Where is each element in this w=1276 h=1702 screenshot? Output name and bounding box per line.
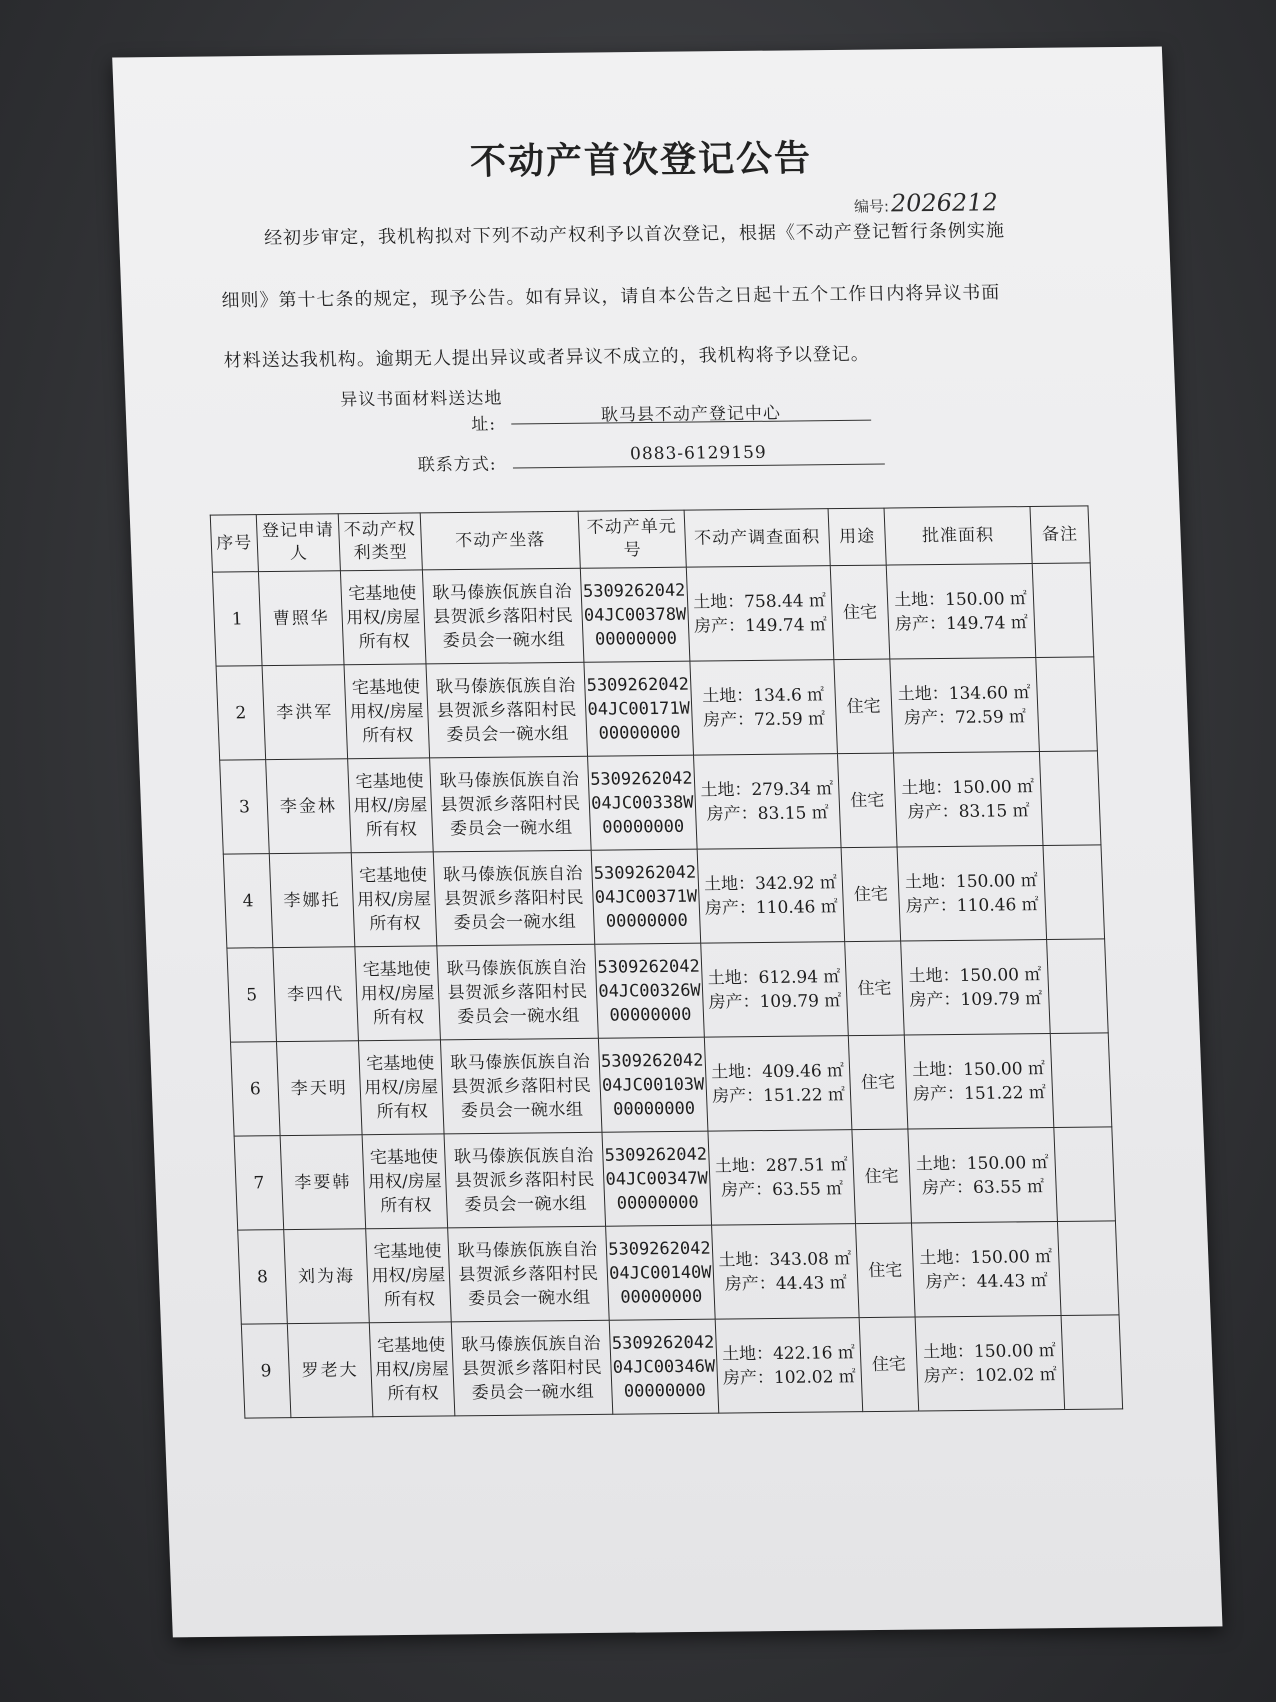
- approved-house: 房产：83.15 ㎡: [907, 800, 1031, 822]
- survey-house: 房产：63.55 ㎡: [720, 1178, 844, 1201]
- header-right-type: 不动产权利类型: [338, 513, 422, 571]
- approved-house: 房产：110.46 ㎡: [905, 894, 1040, 916]
- cell-approved-area: [890, 658, 1040, 754]
- cell-applicant: 罗老大: [287, 1323, 373, 1418]
- header-location: 不动产坐落: [420, 511, 580, 570]
- cell-seq: 4: [223, 854, 273, 948]
- cell-location: 耿马傣族佤族自治县贺派乡落阳村民委员会一碗水组: [426, 662, 588, 758]
- cell-location: 耿马傣族佤族自治县贺派乡落阳村民委员会一碗水组: [448, 1226, 610, 1322]
- cell-seq: 8: [238, 1230, 288, 1324]
- survey-house: 房产：109.79 ㎡: [708, 990, 842, 1013]
- header-applicant: 登记申请人: [256, 514, 340, 572]
- cell-location: 耿马傣族佤族自治县贺派乡落阳村民委员会一碗水组: [440, 1038, 602, 1134]
- approved-land: 土地：150.00 ㎡: [911, 1058, 1046, 1080]
- survey-land: 土地：134.6 ㎡: [701, 684, 825, 707]
- notice-paragraph-line: 材料送达我机构。逾期无人提出异议或者异议不成立的，我机构将予以登记。: [223, 343, 871, 372]
- cell-seq: 1: [212, 572, 262, 666]
- cell-right-type: 宅基地使用权/房屋所有权: [369, 1322, 455, 1417]
- cell-usage: 住宅: [852, 1129, 912, 1224]
- cell-usage: 住宅: [841, 847, 901, 942]
- cell-applicant: 曹照华: [258, 571, 344, 666]
- cell-remark: [1047, 939, 1109, 1034]
- cell-survey-area: [708, 1130, 856, 1226]
- header-usage: 用途: [828, 508, 886, 566]
- cell-approved-area: [904, 1034, 1054, 1130]
- cell-survey-area: [701, 942, 849, 1038]
- cell-location: 耿马傣族佤族自治县贺派乡落阳村民委员会一碗水组: [444, 1132, 606, 1228]
- cell-seq: 2: [216, 666, 266, 760]
- cell-right-type: 宅基地使用权/房屋所有权: [348, 758, 434, 853]
- cell-location: 耿马傣族佤族自治县贺派乡落阳村民委员会一碗水组: [430, 756, 592, 852]
- survey-house: 房产：102.02 ㎡: [722, 1366, 857, 1389]
- cell-survey-area: [690, 660, 838, 756]
- table-row: [231, 1033, 1112, 1136]
- table-row: [216, 657, 1097, 760]
- cell-applicant: 李洪军: [262, 665, 348, 760]
- address-value: 耿马县不动产登记中心: [510, 398, 871, 425]
- cell-seq: 5: [227, 948, 277, 1042]
- table-row: [238, 1221, 1119, 1324]
- table-row: [234, 1127, 1115, 1230]
- cell-applicant: 李要韩: [280, 1135, 366, 1230]
- cell-remark: [1043, 845, 1105, 940]
- cell-remark: [1061, 1315, 1123, 1410]
- cell-survey-area: [712, 1224, 860, 1320]
- approved-house: 房产：72.59 ㎡: [903, 706, 1027, 728]
- approved-land: 土地：150.00 ㎡: [922, 1340, 1057, 1362]
- approved-land: 土地：150.00 ㎡: [900, 776, 1035, 798]
- cell-remark: [1057, 1221, 1119, 1316]
- approved-house: 房产：109.79 ㎡: [909, 988, 1043, 1010]
- notice-paragraph-line: 经初步审定，我机构拟对下列不动产权利予以首次登记，根据《不动产登记暂行条例实施: [263, 220, 1006, 249]
- cell-survey-area: [715, 1318, 863, 1414]
- approved-house: 房产：102.02 ㎡: [923, 1364, 1058, 1386]
- header-remark: 备注: [1030, 506, 1090, 564]
- cell-seq: 6: [231, 1042, 281, 1136]
- cell-seq: 3: [220, 760, 270, 854]
- approved-house: 房产：44.43 ㎡: [925, 1270, 1049, 1292]
- survey-house: 房产：72.59 ㎡: [702, 708, 826, 731]
- approved-house: 房产：151.22 ㎡: [912, 1082, 1047, 1104]
- cell-unit-no: 530926204204JC00371W00000000: [591, 849, 701, 944]
- cell-survey-area: [704, 1036, 852, 1132]
- survey-house: 房产：44.43 ㎡: [724, 1272, 848, 1295]
- cell-applicant: 刘为海: [284, 1229, 370, 1324]
- cell-approved-area: [901, 940, 1051, 1036]
- survey-land: 土地：279.34 ㎡: [700, 778, 834, 801]
- cell-usage: 住宅: [834, 659, 894, 754]
- approved-land: 土地：150.00 ㎡: [918, 1246, 1053, 1268]
- table-row: [212, 563, 1093, 666]
- cell-unit-no: 530926204204JC00140W00000000: [606, 1225, 716, 1320]
- cell-right-type: 宅基地使用权/房屋所有权: [366, 1228, 452, 1323]
- contact-value: 0883-6129159: [512, 442, 885, 469]
- cell-approved-area: [915, 1315, 1065, 1411]
- cell-location: 耿马傣族佤族自治县贺派乡落阳村民委员会一碗水组: [422, 568, 584, 664]
- cell-remark: [1050, 1033, 1112, 1128]
- cell-location: 耿马傣族佤族自治县贺派乡落阳村民委员会一碗水组: [433, 850, 595, 946]
- cell-right-type: 宅基地使用权/房屋所有权: [362, 1134, 448, 1229]
- survey-land: 土地：343.08 ㎡: [718, 1248, 852, 1271]
- cell-unit-no: 530926204204JC00171W00000000: [584, 661, 694, 756]
- cell-right-type: 宅基地使用权/房屋所有权: [355, 946, 441, 1041]
- cell-usage: 住宅: [845, 941, 905, 1036]
- cell-unit-no: 530926204204JC00347W00000000: [602, 1131, 712, 1226]
- header-approved-area: 批准面积: [884, 507, 1032, 566]
- cell-usage: 住宅: [837, 753, 897, 848]
- cell-unit-no: 530926204204JC00378W00000000: [580, 567, 690, 662]
- cell-approved-area: [886, 564, 1036, 660]
- approved-land: 土地：134.60 ㎡: [897, 682, 1031, 704]
- survey-house: 房产：83.15 ㎡: [706, 802, 830, 825]
- cell-applicant: 李金林: [266, 759, 352, 854]
- cell-right-type: 宅基地使用权/房屋所有权: [358, 1040, 444, 1135]
- address-label-line1: 异议书面材料送达地: [339, 388, 503, 411]
- cell-unit-no: 530926204204JC00338W00000000: [588, 755, 698, 850]
- cell-remark: [1039, 751, 1101, 846]
- table-row: [227, 939, 1108, 1042]
- cell-location: 耿马傣族佤族自治县贺派乡落阳村民委员会一碗水组: [437, 944, 599, 1040]
- cell-usage: 住宅: [859, 1317, 919, 1412]
- survey-land: 土地：409.46 ㎡: [710, 1060, 845, 1083]
- notice-number-handwritten: 2026212: [890, 188, 999, 218]
- cell-approved-area: [911, 1222, 1061, 1318]
- cell-approved-area: [908, 1128, 1058, 1224]
- cell-seq: 9: [241, 1324, 291, 1418]
- header-unit-no: 不动产单元号: [578, 510, 686, 568]
- approved-land: 土地：150.00 ㎡: [915, 1152, 1049, 1174]
- cell-usage: 住宅: [848, 1035, 908, 1130]
- survey-land: 土地：422.16 ㎡: [721, 1342, 856, 1365]
- notice-number: [853, 188, 998, 218]
- address-label-line2: 址:: [470, 414, 497, 435]
- cell-unit-no: 530926204204JC00103W00000000: [598, 1037, 708, 1132]
- notice-number-label: 编号:: [853, 197, 890, 216]
- header-survey-area: 不动产调查面积: [684, 509, 830, 568]
- survey-land: 土地：342.92 ㎡: [703, 872, 838, 895]
- cell-remark: [1032, 563, 1094, 658]
- notice-paragraph-line: 细则》第十七条的规定，现予公告。如有异议，请自本公告之日起十五个工作日内将异议书面: [221, 282, 1001, 312]
- approved-house: 房产：63.55 ㎡: [921, 1176, 1045, 1198]
- cell-remark: [1036, 657, 1098, 752]
- survey-house: 房产：149.74 ㎡: [693, 614, 828, 637]
- table-row: [223, 845, 1104, 948]
- cell-applicant: 李娜托: [269, 853, 355, 948]
- cell-applicant: 李四代: [273, 947, 359, 1042]
- cell-right-type: 宅基地使用权/房屋所有权: [340, 570, 426, 665]
- cell-approved-area: [893, 752, 1043, 848]
- approved-house: 房产：149.74 ㎡: [894, 612, 1029, 634]
- cell-right-type: 宅基地使用权/房屋所有权: [351, 852, 437, 947]
- contact-label: 联系方式:: [417, 454, 497, 476]
- cell-usage: 住宅: [856, 1223, 916, 1318]
- survey-land: 土地：612.94 ㎡: [707, 966, 841, 989]
- survey-land: 土地：758.44 ㎡: [692, 590, 827, 613]
- registration-table: [210, 505, 1123, 1418]
- cell-seq: 7: [234, 1136, 284, 1230]
- approved-land: 土地：150.00 ㎡: [904, 870, 1039, 892]
- page-title: 不动产首次登记公告: [469, 137, 813, 183]
- cell-unit-no: 530926204204JC00346W00000000: [609, 1319, 719, 1414]
- cell-survey-area: [694, 754, 842, 850]
- header-seq: 序号: [210, 515, 258, 572]
- approved-land: 土地：150.00 ㎡: [908, 964, 1042, 986]
- cell-unit-no: 530926204204JC00326W00000000: [595, 943, 705, 1038]
- cell-location: 耿马傣族佤族自治县贺派乡落阳村民委员会一碗水组: [451, 1320, 613, 1416]
- cell-usage: 住宅: [830, 565, 890, 660]
- cell-remark: [1054, 1127, 1116, 1222]
- cell-right-type: 宅基地使用权/房屋所有权: [344, 664, 430, 759]
- approved-land: 土地：150.00 ㎡: [893, 588, 1028, 610]
- table-row: [241, 1315, 1122, 1418]
- table-header-row: [210, 506, 1090, 572]
- notice-sheet: [112, 47, 1222, 1638]
- table-row: [220, 751, 1101, 854]
- cell-applicant: 李天明: [276, 1041, 362, 1136]
- survey-house: 房产：110.46 ㎡: [704, 896, 839, 919]
- cell-survey-area: [697, 848, 845, 944]
- survey-land: 土地：287.51 ㎡: [714, 1154, 849, 1177]
- cell-approved-area: [897, 846, 1047, 942]
- survey-house: 房产：151.22 ㎡: [711, 1084, 846, 1107]
- cell-survey-area: [686, 566, 834, 662]
